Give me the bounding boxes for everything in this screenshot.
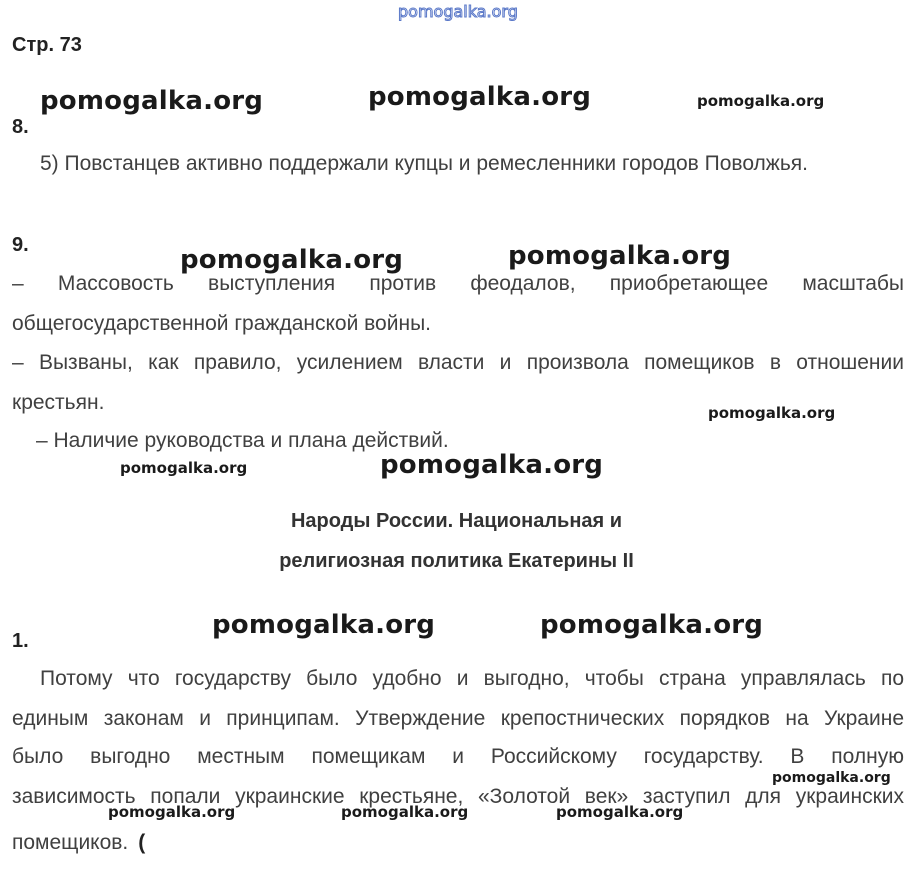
watermark: pomogalka.org [368,82,592,112]
watermark: pomogalka.org [40,86,264,116]
watermark: pomogalka.org [556,803,684,821]
answer-9-line: – Наличие руководства и плана действий. [36,429,449,452]
page-label: Стр. 73 [12,34,82,56]
trailing-mark: ( [138,831,146,854]
watermark: pomogalka.org [180,245,404,275]
answer-9-line: – Массовость выступления против феодалов, приобретающее масштабы [12,272,904,295]
watermark: pomogalka.org [341,803,469,821]
answer-9-line: крестьян. [12,391,105,414]
watermark: pomogalka.org [108,803,236,821]
answer-1-last-line [12,831,145,855]
watermark: pomogalka.org [212,610,436,640]
watermark: pomogalka.org [120,459,248,477]
watermark: pomogalka.org [772,770,891,786]
question-number-1: 1. [12,630,29,652]
topic-title-line1: Народы России. Национальная и [290,510,623,532]
watermark: pomogalka.org [508,241,732,271]
answer-1-line: зависимость попали украинские крестьяне, «Золотой век» заступил для украинских [12,785,904,808]
watermark: pomogalka.org [697,92,825,110]
watermark: pomogalka.org [540,610,764,640]
answer-1-line: помещиков. [12,831,129,854]
answer-1-line: единым законам и принципам. Утверждение крепостнических порядков на Украине [12,707,904,730]
answer-1-line: было выгодно местным помещикам и Российскому государству. В полную [12,745,904,768]
answer-1-line: Потому что государству было удобно и выгодно, чтобы страна управлялась по [40,667,904,690]
question-number-8: 8. [12,116,29,138]
answer-9-line: общегосударственной гражданской войны. [12,312,431,335]
question-number-9: 9. [12,234,29,256]
watermark: pomogalka.org [380,450,604,480]
topic-title-line2: религиозная политика Екатерины II [279,550,634,572]
top-watermark: pomogalka.org [398,2,518,21]
answer-8: 5) Повстанцев активно поддержали купцы и ремесленники городов Поволжья. [40,152,808,175]
watermark: pomogalka.org [708,404,836,422]
answer-9-line: – Вызваны, как правило, усилением власти и произвола помещиков в отношении [12,351,904,374]
